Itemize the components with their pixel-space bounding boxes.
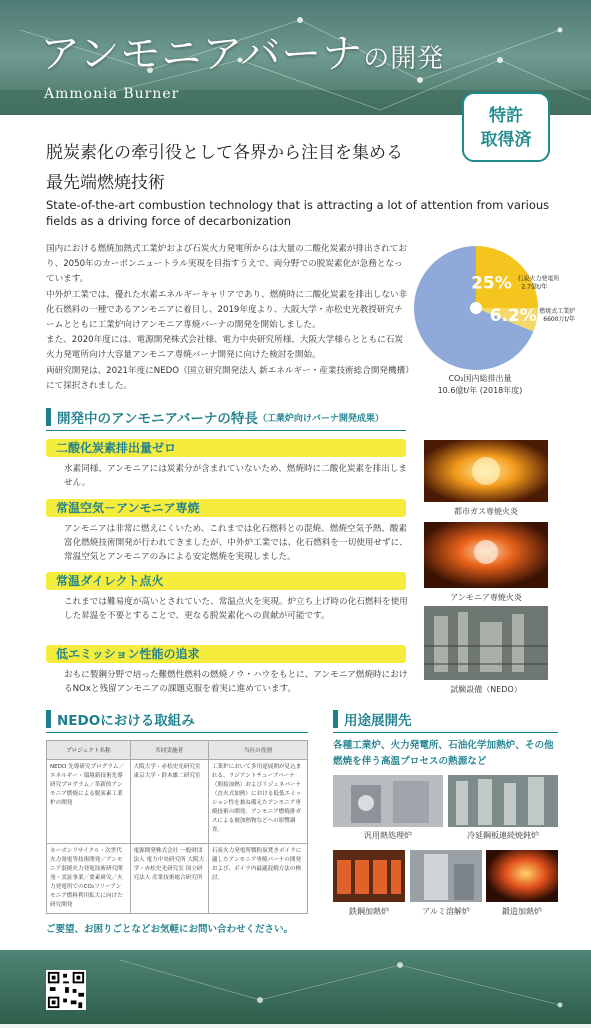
photo-caption-3: 試験設備（NEDO） — [450, 685, 522, 694]
features-heading: 開発中のアンモニアバーナの特長 （工業炉向けバーナ開発成果） — [46, 406, 384, 428]
test-facility-photo — [424, 606, 548, 680]
feature-text-4: おもに製鋼分野で培った難燃性燃料の燃焼ノウ・ハウをもとに、アンモニア燃焼時におけるNOxと残留アンモニアの課題克服を着実に進めています。 — [64, 670, 408, 694]
applications-text: 各種工業炉、火力発電所、石油化学加熱炉、その他燃焼を伴う高温プロセスの熱源など — [333, 740, 554, 767]
co2-pie-chart — [408, 244, 576, 372]
table-cell: 工業炉において多用途展開が見込まれる、ラジアントチューブバーナ（間接加熱）およびリジェネバーナ（直火式加熱）における低低エミッション性を兼ね備えたアンモニア専焼技術の開発。アンモニア燃焼排ガスによる被加熱物などへの影響調査。 — [208, 760, 307, 844]
contact-message: ご要望、お困りごとなどお気軽にお問い合わせください。 — [46, 924, 294, 935]
application-caption-2: 冷延鋼板連続焼鈍炉 — [467, 831, 539, 840]
application-caption-5: 鍛造加熱炉 — [502, 907, 542, 916]
feature-title-3: 常温ダイレクト点火 — [46, 572, 406, 590]
pie-caption: CO₂国内総排出量 10.6億t/年 (2018年度) — [437, 374, 523, 395]
table-cell: NEDO 先導研究プログラム／エネルギー・環境新技術先導研究プログラム／革新的アンモニア燃焼による脱炭素工業炉の開発 — [47, 760, 131, 844]
forging-furnace-photo — [486, 850, 558, 902]
feature-text-2: アンモニアは非常に燃えにくいため、これまでは化石燃料との混焼、燃焼空気予熱、酸素富化燃焼技術開発が行われてきましたが、中外炉工業では、化石燃料を一切使用せずに、常温空気とアンモニアのみによる安定燃焼を実現しました。 — [64, 524, 408, 562]
pie-slice-name: 石炭火力発電所 — [517, 275, 560, 283]
table-row — [47, 760, 308, 844]
aluminum-melting-furnace-photo — [410, 850, 482, 902]
pie-value-label: 25% — [471, 273, 512, 294]
applications-heading: 用途展開先 — [333, 708, 412, 730]
table-row — [47, 844, 308, 914]
feature-title-2: 常温空気－アンモニア専焼 — [46, 499, 406, 517]
feature-title-4: 低エミッション性能の追求 — [46, 645, 406, 663]
steel-reheating-furnace-photo — [333, 850, 405, 902]
nedo-table — [46, 740, 308, 914]
city-gas-flame-photo — [424, 440, 548, 502]
feature-title-1: 二酸化炭素排出量ゼロ — [46, 439, 406, 457]
footer-network-graphic — [0, 950, 591, 1024]
ammonia-flame-photo — [424, 522, 548, 588]
footer-banner — [0, 950, 591, 1024]
column-header: 当社の役割 — [208, 741, 307, 760]
pie-slice-name: 燃焼式工業炉 — [539, 307, 576, 315]
nedo-divider — [46, 732, 308, 733]
photo-caption-2: アンモニア専焼火炎 — [450, 593, 522, 602]
table-cell: 電源開発株式会社 一般財団法人 電力中央研究所 大阪大学・赤松史光研究室 国立研究法人 産業技術総合研究所 — [130, 844, 208, 914]
feature-text-3: これまでは難易度が高いとされていた、常温点火を実現。炉立ち上げ時の化石燃料を使用した昇温を不要とすることで、更なる脱炭素化への貢献が可能です。 — [64, 597, 408, 621]
column-header: プロジェクト名称 — [47, 741, 131, 760]
features-divider — [46, 430, 406, 431]
table-cell: 石炭火力発電所微粉炭焚きボイラに適したアンモニア専焼バーナの開発および、ボイラ内最適混焼方法の検討。 — [208, 844, 307, 914]
cold-rolled-annealing-furnace-photo — [448, 775, 558, 827]
pie-value-label: 6.2% — [489, 305, 537, 326]
application-caption-3: 鉄鋼加熱炉 — [349, 907, 389, 916]
nedo-heading: NEDOにおける取組み — [46, 708, 195, 730]
heat-treatment-furnace-photo — [333, 775, 443, 827]
qr-code[interactable] — [46, 970, 86, 1010]
pie-center — [470, 302, 482, 314]
intro-text: 国内における燃焼加熱式工業炉および石炭火力発電所からは大量の二酸化炭素が排出されており、2050年のカーボンニュートラル実現を目指すうえで、両分野での脱炭素化が急務となっています。 中外炉工業では、優れた水素エネルギーキャリアであり、燃焼時に二酸化炭素を排出しない非化石燃料の一種であるアンモニアに着目し、2019年度より、大阪大学・赤松史光教授研究チームとともに工業炉向けアンモニア専焼バーナの開発を開始しました。 また、2020年度には、電源開発株式会社様、電力中央研究所様、大阪大学様らとともに石炭火力発電所向け大容量アンモニア専焼バーナ開発に向けた検討を開始。 両研究開発は、2021年度にNEDO（国立研究開発法人 新エネルギー・産業技術総合開発機構）にて採択されました。 — [46, 244, 410, 391]
page-title: アンモニアバーナの開発 — [40, 31, 445, 77]
table-header-row — [47, 741, 308, 760]
column-header: 共同実施者 — [130, 741, 208, 760]
applications-divider — [333, 732, 558, 733]
application-caption-1: 汎用熱処理炉 — [364, 831, 412, 840]
page-subtitle: Ammonia Burner — [44, 86, 180, 102]
table-cell: 大阪大学・赤松史光研究室 東京大学・鈴木雄二研究室 — [130, 760, 208, 844]
application-caption-4: アルミ溶解炉 — [422, 907, 470, 916]
feature-text-1: 水素同様、アンモニアには炭素分が含まれていないため、燃焼時に二酸化炭素を排出しません。 — [64, 464, 408, 488]
photo-caption-1: 都市ガス専焼火炎 — [454, 507, 518, 516]
pie-slice-amount: 2.7億t/年 — [521, 283, 548, 291]
pie-slice-amount: 6600万t/年 — [543, 315, 575, 323]
lead-heading: 脱炭素化の牽引役として各界から注目を集める 最先端燃焼技術 — [46, 143, 403, 193]
patent-badge: 特許 取得済 — [462, 92, 550, 162]
table-cell: カーボンリサイクル・次世代火力発電等技術開発／アンモニア混焼火力発電技術研究開発・実証事業／要素研究／火力発電所でのCO₂フリーアンモニア燃料利用拡大に向けた研究開発 — [47, 844, 131, 914]
lead-english: State-of-the-art combustion technology that is attracting a lot of attention from various fields as a driving force of decarbonization — [46, 198, 550, 228]
